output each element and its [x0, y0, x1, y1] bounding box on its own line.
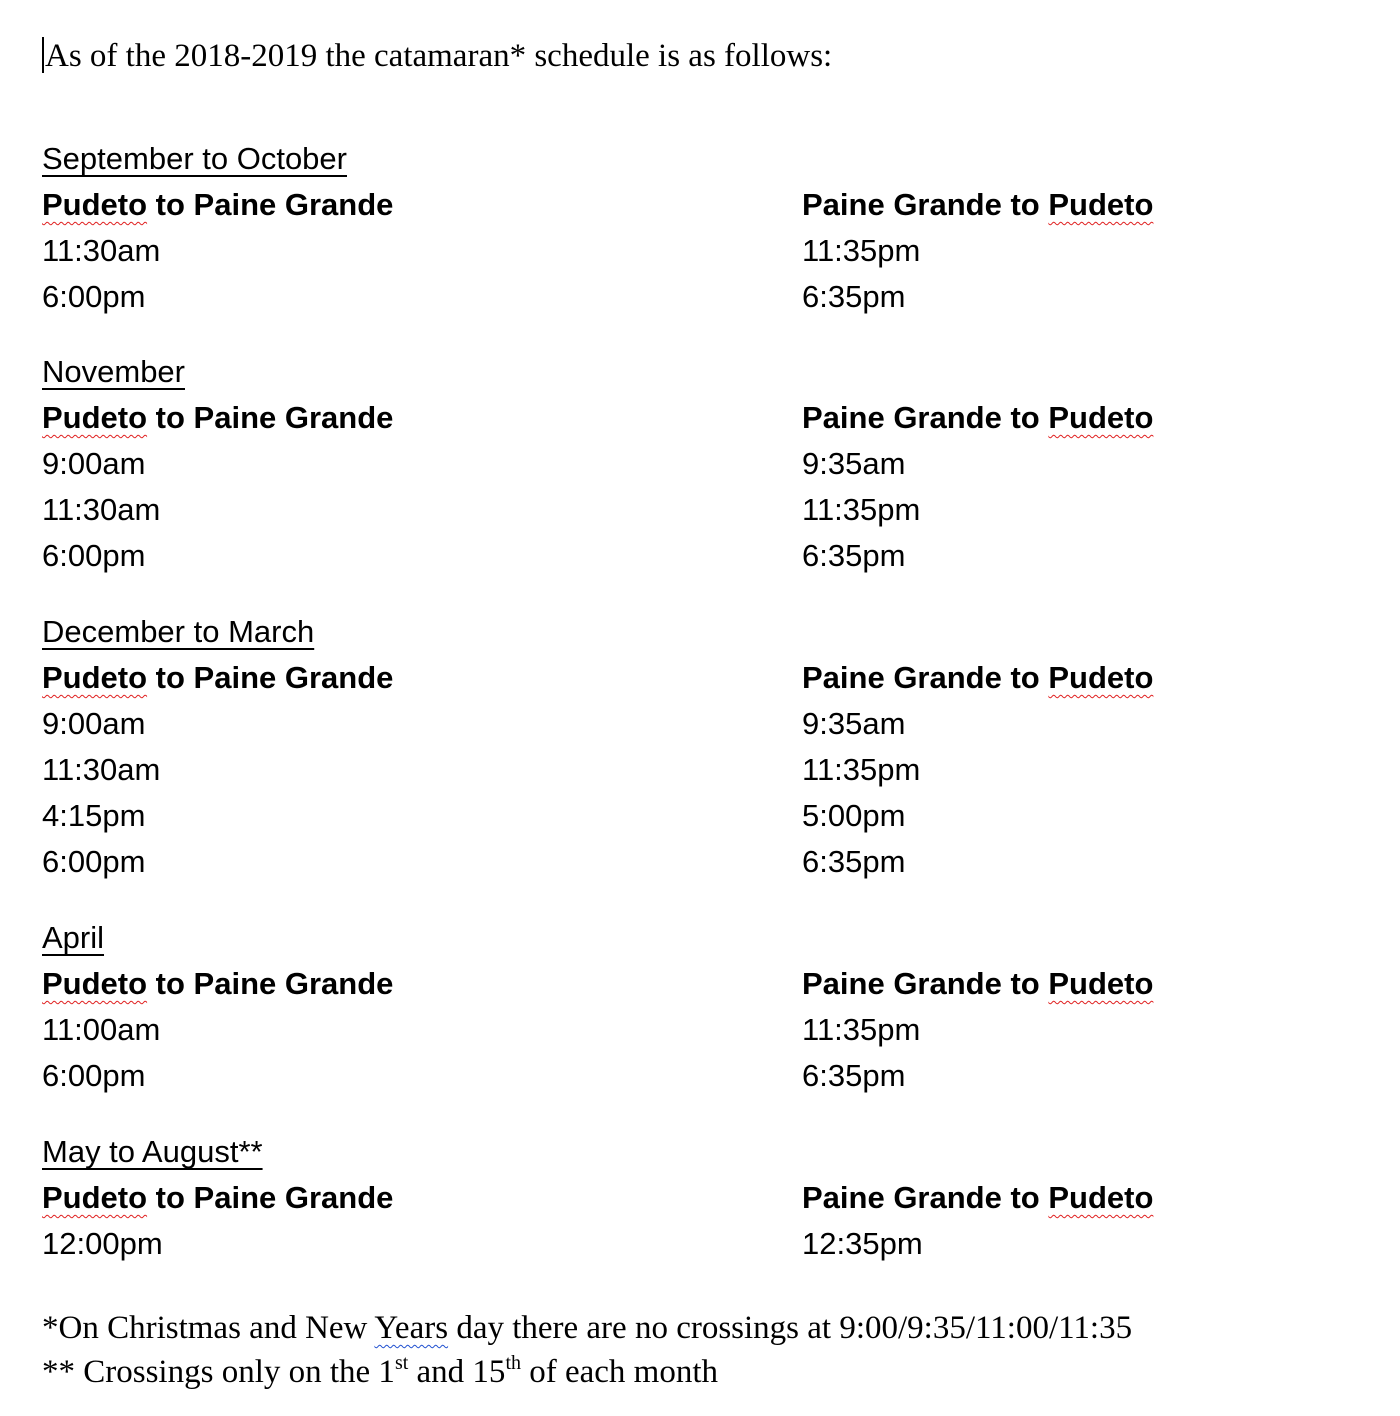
column-pudeto-to-paine-grande [42, 961, 393, 1099]
departure-time: 6:35pm [802, 538, 906, 573]
route-heading-left: Pudeto to Paine Grande [42, 660, 394, 695]
route-heading-left: Pudeto to Paine Grande [42, 187, 394, 222]
column-pudeto-to-paine-grande [42, 655, 393, 885]
text-cursor [42, 37, 44, 73]
section-heading: April [42, 920, 105, 955]
column-pudeto-to-paine-grande [42, 1175, 393, 1267]
route-heading-left: Pudeto to Paine Grande [42, 966, 394, 1001]
route-heading-left: Pudeto to Paine Grande [42, 1180, 394, 1215]
route-heading-right: Paine Grande to Pudeto [802, 966, 1154, 1001]
departure-time: 6:00pm [42, 844, 146, 879]
departure-time: 11:30am [42, 233, 161, 268]
departure-time: 11:35pm [802, 1012, 921, 1047]
route-heading-right: Paine Grande to Pudeto [802, 400, 1154, 435]
departure-time: 9:35am [802, 446, 906, 481]
departure-time: 6:00pm [42, 538, 146, 573]
column-pudeto-to-paine-grande [42, 182, 393, 320]
departure-time: 9:00am [42, 446, 146, 481]
route-heading-right: Paine Grande to Pudeto [802, 1180, 1154, 1215]
intro-text [42, 34, 832, 78]
route-heading-right: Paine Grande to Pudeto [802, 660, 1154, 695]
schedule-section-december-march [42, 609, 1362, 879]
route-heading-right: Paine Grande to Pudeto [802, 187, 1154, 222]
departure-time: 11:35pm [802, 492, 921, 527]
departure-time: 12:35pm [802, 1226, 923, 1261]
departure-time: 6:35pm [802, 1058, 906, 1093]
departure-time: 6:35pm [802, 844, 906, 879]
departure-time: 6:00pm [42, 279, 146, 314]
schedule-section-september-october [42, 136, 1362, 314]
departure-time: 6:00pm [42, 1058, 146, 1093]
footnote-winter-crossings: ** Crossings only on the 1st and 15th of each month [42, 1352, 719, 1390]
departure-time: 4:15pm [42, 798, 146, 833]
departure-time: 12:00pm [42, 1226, 163, 1261]
departure-time: 11:35pm [802, 752, 921, 787]
column-pudeto-to-paine-grande [42, 395, 393, 579]
column-paine-grande-to-pudeto [802, 1175, 1153, 1267]
section-heading: May to August** [42, 1134, 263, 1169]
schedule-section-april [42, 915, 1362, 1093]
route-heading-left: Pudeto to Paine Grande [42, 400, 394, 435]
column-paine-grande-to-pudeto [802, 182, 1153, 320]
section-heading: December to March [42, 614, 315, 649]
column-paine-grande-to-pudeto [802, 655, 1153, 885]
departure-time: 11:30am [42, 492, 161, 527]
departure-time: 11:00am [42, 1012, 161, 1047]
footnote-holidays: *On Christmas and New Years day there are no crossings at 9:00/9:35/11:00/11:35 [42, 1310, 1133, 1346]
column-paine-grande-to-pudeto [802, 961, 1153, 1099]
section-heading: September to October [42, 141, 347, 176]
column-paine-grande-to-pudeto [802, 395, 1153, 579]
footnotes [42, 1306, 1132, 1394]
intro-sentence: As of the 2018-2019 the catamaran* schedule is as follows: [45, 38, 833, 74]
departure-time: 11:30am [42, 752, 161, 787]
departure-time: 9:00am [42, 706, 146, 741]
departure-time: 9:35am [802, 706, 906, 741]
schedule-section-november [42, 349, 1362, 573]
section-heading: November [42, 354, 185, 389]
departure-time: 6:35pm [802, 279, 906, 314]
departure-time: 5:00pm [802, 798, 906, 833]
schedule-section-may-august [42, 1129, 1362, 1261]
departure-time: 11:35pm [802, 233, 921, 268]
